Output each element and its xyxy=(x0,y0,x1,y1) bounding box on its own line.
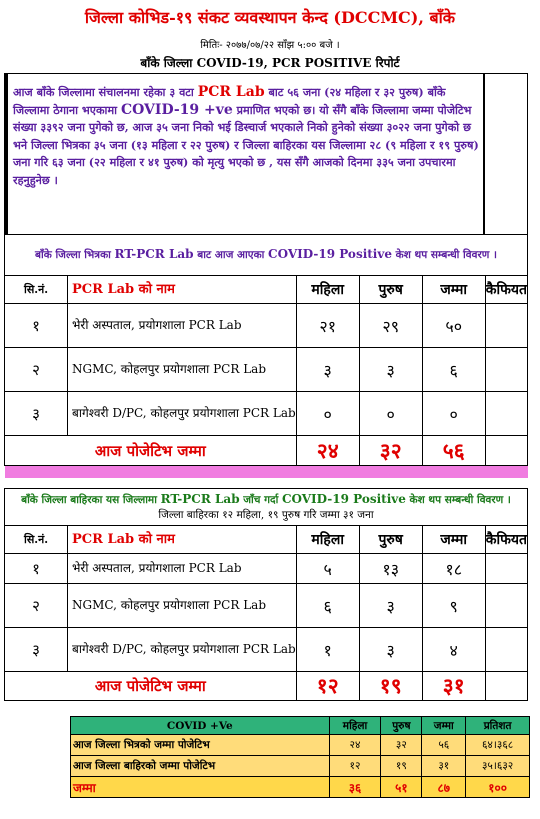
cell-total: ६ xyxy=(422,348,485,392)
total-label: आज पोजेटिभ जम्मा xyxy=(5,672,297,701)
cell-male: ० xyxy=(359,392,422,436)
summary-table xyxy=(70,716,530,798)
cell-lab-name: बागेश्वरी D/PC, कोहलपुर प्रयोगशाला PCR Lab xyxy=(68,392,297,436)
summary-percent: १०० xyxy=(466,777,530,798)
summary-part-b: बाट ५६ जना (२४ महिला र ३२ पुरुष) बाँके जिल्लामा ठेगाना भएकामा xyxy=(13,85,446,117)
summary-row-label: आज जिल्ला बाहिरको जम्मा पोजेटिभ xyxy=(71,756,330,777)
cell-male: १३ xyxy=(359,554,422,584)
col-header-sn: सि.नं. xyxy=(5,276,68,304)
col-header-remarks: कैफियत xyxy=(485,276,527,304)
total-total: ३१ xyxy=(422,672,485,701)
cell-male: २९ xyxy=(359,304,422,348)
cell-total: १८ xyxy=(422,554,485,584)
total-remarks xyxy=(485,672,527,701)
cell-total: ४ xyxy=(422,628,485,672)
outside-district-table xyxy=(4,488,528,701)
cell-sn: ३ xyxy=(5,628,68,672)
col-header-lab: PCR Lab को नाम xyxy=(68,526,297,554)
page-title: जिल्ला कोभिड-१९ संकट व्यवस्थापन केन्द (DCCMC), बाँके xyxy=(84,8,456,27)
cell-total: ० xyxy=(422,392,485,436)
table2-banner xyxy=(5,489,528,526)
cell-total: ९ xyxy=(422,584,485,628)
summary-part-a: आज बाँके जिल्लामा संचालनमा रहेका ३ वटा xyxy=(13,85,198,99)
summary-male: १९ xyxy=(381,756,422,777)
banner-text: बाट आज आएका xyxy=(193,249,269,261)
date-line: मितिः- २०७७/०७/२२ साँझ ५:०० बजे । xyxy=(200,40,340,51)
right-divider-bar xyxy=(483,74,485,234)
summary-male: ३२ xyxy=(381,735,422,756)
pink-divider xyxy=(5,466,528,479)
col-header-lab: PCR Lab को नाम xyxy=(68,276,297,304)
total-female: १२ xyxy=(296,672,359,701)
summary-part-c: प्रमाणित भएको छ। यो सँगै बाँके जिल्लामा जम्मा पोजेटिभ संख्या ३३९२ जना पुगेको छ, आज ३५ जना निको भई डिस्चार्ज भएकाले निको हुनेको संख्या ३०२२ जना पुगेको छ भने जिल्ला भित्रका ३५ जना (१३ महिला र २२ पुरुष) र जिल्ला बाहिरका यस जिल्लामा २८ (९ महिला र १९ पुरुष) जना गरि ६३ जना (२२ महिला र ४१ पुरुष) को मृत्यु भएको छ , यस सँगै आजको दिनमा ३३५ जना उपचारमा रहनुहुनेछ । xyxy=(13,102,479,187)
banner-highlight: RT-PCR Lab xyxy=(114,247,194,261)
table-row xyxy=(5,628,528,672)
total-total: ५६ xyxy=(422,436,485,466)
cell-lab-name: NGMC, कोहलपुर प्रयोगशाला PCR Lab xyxy=(68,584,297,628)
report-title: बाँके जिल्ला COVID-19, PCR POSITIVE रिपोर्ट xyxy=(140,56,400,70)
summary-col-total: जम्मा xyxy=(422,717,466,735)
summary-total: ३१ xyxy=(422,756,466,777)
summary-row-label: आज जिल्ला भित्रको जम्मा पोजेटिभ xyxy=(71,735,330,756)
banner-text: केश थप सम्बन्धी विवरण । xyxy=(391,249,497,261)
cell-sn: २ xyxy=(5,348,68,392)
table-row xyxy=(5,554,528,584)
summary-col-label: COVID +Ve xyxy=(71,717,330,735)
banner-text: जाँच गर्दा xyxy=(239,493,282,506)
summary-total: ८७ xyxy=(422,777,466,798)
banner-text: बाँके जिल्ला बाहिरका यस जिल्लामा xyxy=(21,493,161,506)
cell-remarks xyxy=(485,628,527,672)
total-row xyxy=(5,436,528,466)
cell-lab-name: NGMC, कोहलपुर प्रयोगशाला PCR Lab xyxy=(68,348,297,392)
col-header-total: जम्मा xyxy=(422,526,485,554)
table-row xyxy=(5,392,528,436)
cell-female: १ xyxy=(296,628,359,672)
col-header-remarks: कैफियत xyxy=(485,526,527,554)
cell-sn: ३ xyxy=(5,392,68,436)
cell-male: ३ xyxy=(359,348,422,392)
summary-row xyxy=(71,735,530,756)
total-male: १९ xyxy=(359,672,422,701)
summary-total: ५६ xyxy=(422,735,466,756)
banner-highlight: RT-PCR Lab xyxy=(160,491,240,506)
col-header-female: महिला xyxy=(296,526,359,554)
cell-sn: २ xyxy=(5,584,68,628)
col-header-sn: सि.नं. xyxy=(5,526,68,554)
banner-text: केश थप सम्बन्धी विवरण । xyxy=(405,493,511,506)
col-header-total: जम्मा xyxy=(422,276,485,304)
total-label: आज पोजेटिभ जम्मा xyxy=(5,436,297,466)
table1-banner xyxy=(5,235,528,276)
total-remarks xyxy=(485,436,527,466)
banner-text: बाँके जिल्ला भित्रका xyxy=(35,249,115,261)
cell-lab-name: भेरी अस्पताल, प्रयोगशाला PCR Lab xyxy=(68,304,297,348)
cell-female: ६ xyxy=(296,584,359,628)
banner-highlight: COVID-19 Positive xyxy=(268,247,392,261)
summary-header-row xyxy=(71,717,530,735)
summary-box xyxy=(4,73,528,235)
cell-sn: १ xyxy=(5,304,68,348)
cell-lab-name: भेरी अस्पताल, प्रयोगशाला PCR Lab xyxy=(68,554,297,584)
inside-district-table xyxy=(4,234,528,478)
table-header-row xyxy=(5,276,528,304)
total-row xyxy=(5,672,528,701)
summary-female: ३६ xyxy=(329,777,381,798)
summary-pcr-lab: PCR Lab xyxy=(197,84,265,100)
cell-female: ३ xyxy=(296,348,359,392)
summary-male: ५१ xyxy=(381,777,422,798)
summary-percent: ६४।३६८ xyxy=(466,735,530,756)
total-female: २४ xyxy=(296,436,359,466)
cell-total: ५० xyxy=(422,304,485,348)
cell-sn: १ xyxy=(5,554,68,584)
left-border-bar xyxy=(5,74,8,234)
cell-remarks xyxy=(485,348,527,392)
cell-male: ३ xyxy=(359,628,422,672)
banner-subline: जिल्ला बाहिरका १२ महिला, १९ पुरुष गरि जम्मा ३१ जना xyxy=(158,508,374,521)
col-header-male: पुरुष xyxy=(359,276,422,304)
table-header-row xyxy=(5,526,528,554)
table-row xyxy=(5,348,528,392)
cell-remarks xyxy=(485,584,527,628)
cell-female: ० xyxy=(296,392,359,436)
table-row xyxy=(5,584,528,628)
summary-female: १२ xyxy=(329,756,381,777)
cell-lab-name: बागेश्वरी D/PC, कोहलपुर प्रयोगशाला PCR Lab xyxy=(68,628,297,672)
col-header-male: पुरुष xyxy=(359,526,422,554)
banner-highlight: COVID-19 Positive xyxy=(281,491,406,506)
summary-col-percent: प्रतिशत xyxy=(466,717,530,735)
cell-remarks xyxy=(485,392,527,436)
summary-percent: ३५।६३२ xyxy=(466,756,530,777)
summary-total-row xyxy=(71,777,530,798)
table-row xyxy=(5,304,528,348)
summary-covid-ve: COVID-19 +ve xyxy=(120,101,233,118)
cell-remarks xyxy=(485,554,527,584)
total-male: ३२ xyxy=(359,436,422,466)
cell-female: २१ xyxy=(296,304,359,348)
summary-col-male: पुरुष xyxy=(381,717,422,735)
col-header-female: महिला xyxy=(296,276,359,304)
summary-female: २४ xyxy=(329,735,381,756)
summary-row xyxy=(71,756,530,777)
cell-remarks xyxy=(485,304,527,348)
cell-female: ५ xyxy=(296,554,359,584)
cell-male: ३ xyxy=(359,584,422,628)
summary-text xyxy=(13,84,483,189)
summary-row-label: जम्मा xyxy=(71,777,330,798)
summary-col-female: महिला xyxy=(329,717,381,735)
